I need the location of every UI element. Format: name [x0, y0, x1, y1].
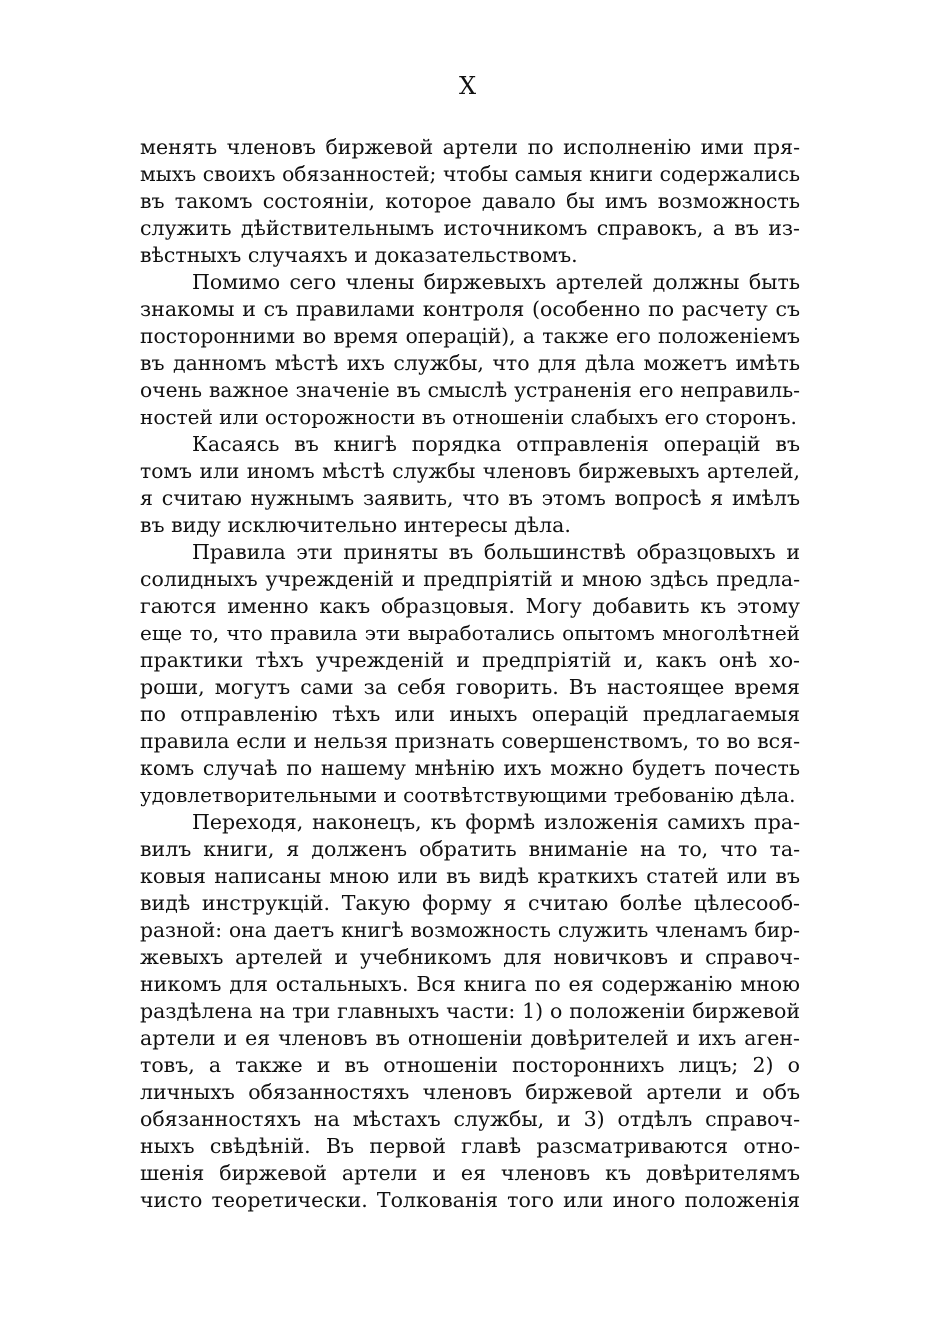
text-line: въ виду исключительно интересы дѣла. [140, 513, 571, 537]
text-line: видѣ инструкцій. Такую форму я считаю болѣе цѣлесооб- [140, 891, 800, 915]
text-line: артели и ея членовъ въ отношеніи довѣрителей и ихъ аген- [140, 1026, 800, 1050]
text-line: по отправленію тѣхъ или иныхъ операцій предлагаемыя [140, 702, 800, 726]
text-line: служить дѣйствительнымъ источникомъ справокъ, а въ из- [140, 216, 800, 240]
text-line: практики тѣхъ учрежденій и предпріятій и, какъ онѣ хо- [140, 648, 800, 672]
text-line: вѣстныхъ случаяхъ и доказательствомъ. [140, 243, 578, 267]
paragraph [140, 809, 800, 1214]
text-line: гаются именно какъ образцовыя. Могу добавить къ этому [140, 594, 800, 618]
text-line: ностей или осторожности въ отношеніи слабыхъ его сторонъ. [140, 405, 797, 429]
paragraph [140, 134, 800, 269]
text-line: еще то, что правила эти выработались опытомъ многолѣтней [140, 621, 800, 645]
text-line: жевыхъ артелей и учебникомъ для новичковъ и справоч- [140, 945, 800, 969]
text-line: мыхъ своихъ обязанностей; чтобы самыя книги содержались [140, 162, 800, 186]
text-line: вилъ книги, я долженъ обратить вниманіе на то, что та- [140, 837, 800, 861]
text-line: раздѣлена на три главныхъ части: 1) о положеніи биржевой [140, 999, 800, 1023]
text-line: Касаясь въ книгѣ порядка отправленія операцій въ [192, 432, 800, 456]
text-line: шенія биржевой артели и ея членовъ къ довѣрителямъ [140, 1161, 800, 1185]
text-line: ныхъ свѣдѣній. Въ первой главѣ разсматриваются отно- [140, 1134, 800, 1158]
text-line: Помимо сего члены биржевыхъ артелей должны быть [192, 270, 800, 294]
text-line: комъ случаѣ по нашему мнѣнію ихъ можно будетъ почесть [140, 756, 800, 780]
text-body [140, 134, 800, 1214]
text-line: посторонними во время операцій), а также его положеніемъ [140, 324, 800, 348]
text-line: ковыя написаны мною или въ видѣ краткихъ статей или въ [140, 864, 800, 888]
text-line: томъ или иномъ мѣстѣ службы членовъ биржевыхъ артелей, [140, 459, 800, 483]
text-line: Правила эти приняты въ большинствѣ образцовыхъ и [192, 540, 800, 564]
text-line: Переходя, наконецъ, къ формѣ изложенія самихъ пра- [192, 810, 800, 834]
paragraph [140, 269, 800, 431]
text-line: въ данномъ мѣстѣ ихъ службы, что для дѣла можетъ имѣть [140, 351, 800, 375]
text-line: знакомы и съ правилами контроля (особенно по расчету съ [140, 297, 800, 321]
text-line: очень важное значеніе въ смыслѣ устраненія его неправиль- [140, 378, 800, 402]
text-line: правила если и нельзя признать совершенствомъ, то во вся- [140, 729, 800, 753]
text-line: роши, могутъ сами за себя говорить. Въ настоящее время [140, 675, 800, 699]
paragraph [140, 431, 800, 539]
page-number: X [458, 72, 478, 100]
text-line: товъ, а также и въ отношеніи постороннихъ лицъ; 2) о [140, 1053, 800, 1077]
paragraph [140, 539, 800, 809]
text-line: менять членовъ биржевой артели по исполненію ими пря- [140, 135, 800, 159]
text-line: никомъ для остальныхъ. Вся книга по ея содержанію мною [140, 972, 800, 996]
text-line: личныхъ обязанностяхъ членовъ биржевой артели и объ [140, 1080, 800, 1104]
text-line: я считаю нужнымъ заявить, что въ этомъ вопросѣ я имѣлъ [140, 486, 800, 510]
text-line: обязанностяхъ на мѣстахъ службы, и 3) отдѣлъ справоч- [140, 1107, 800, 1131]
text-line: въ такомъ состояніи, которое давало бы имъ возможность [140, 189, 800, 213]
text-line: чисто теоретически. Толкованія того или иного положенія [140, 1188, 800, 1212]
text-line: удовлетворительными и соотвѣтствующими требованію дѣла. [140, 783, 796, 807]
text-line: разной: она даетъ книгѣ возможность служить членамъ бир- [140, 918, 800, 942]
text-line: солидныхъ учрежденій и предпріятій и мною здѣсь предла- [140, 567, 800, 591]
